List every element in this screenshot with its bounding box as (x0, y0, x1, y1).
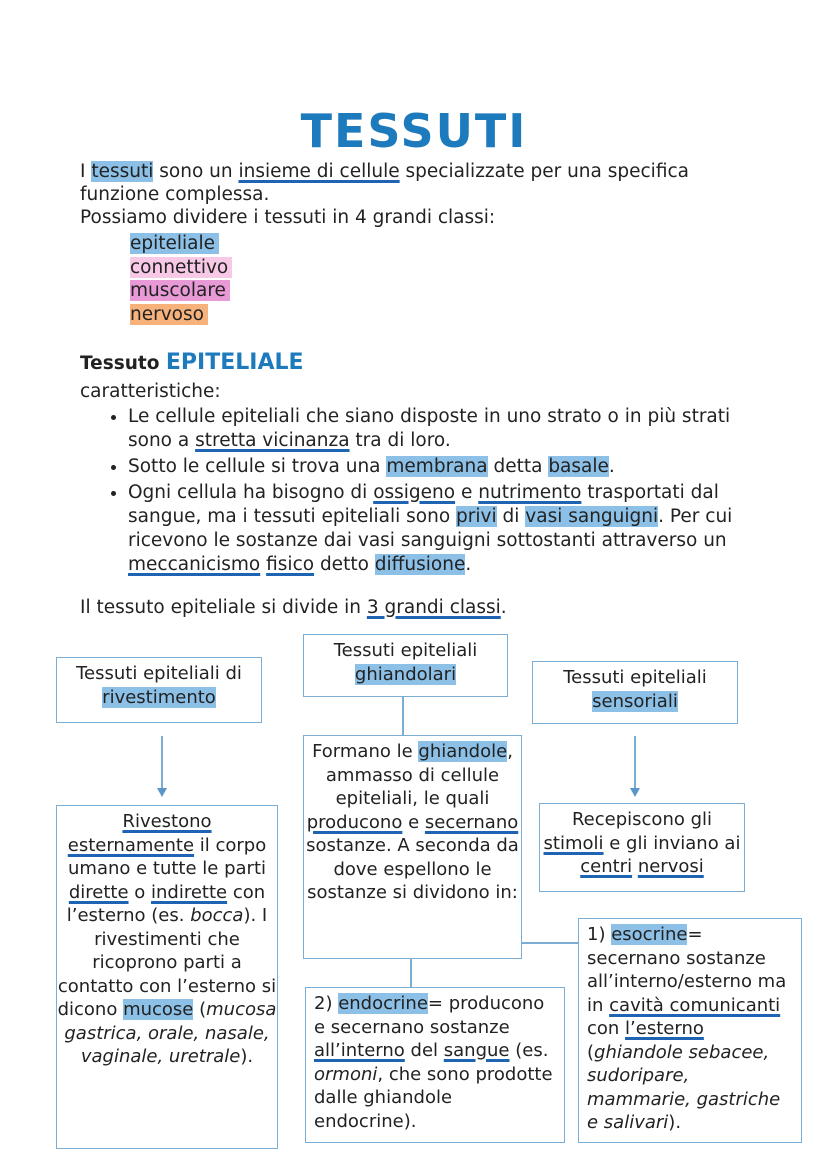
list-item (128, 481, 768, 577)
text: . (465, 554, 472, 575)
divide-line (80, 597, 507, 618)
text: ( (587, 1041, 595, 1063)
class-epiteliale: epiteliale (130, 233, 219, 254)
text: o (128, 881, 151, 903)
text: . Per cui ricevono le sostanze dai vasi sanguigni sottostanti attraverso un (128, 506, 733, 551)
underline: centri (580, 856, 633, 877)
characteristics-list (100, 405, 768, 579)
highlight: membrana (386, 456, 488, 477)
underline: secernano (424, 811, 519, 833)
box-endocrine (305, 987, 565, 1143)
underline: esternamente (67, 834, 195, 856)
underline-insieme: insieme di cellule (238, 161, 400, 182)
highlight: privi (456, 506, 497, 527)
box-rivestimento-title (56, 657, 262, 723)
class-connettivo: connettivo (130, 257, 232, 278)
box-esocrine (578, 918, 802, 1143)
intro-paragraph (80, 160, 760, 229)
arrow-down-icon (630, 788, 640, 797)
text: Tessuti epiteliali (563, 667, 707, 688)
underline: Rivestono (122, 811, 212, 832)
underline: producono (306, 811, 403, 833)
text: detto (314, 554, 375, 575)
text: Le cellule epiteliali che siano disposte in uno strato o in più strati sono a (128, 406, 731, 451)
highlight: basale (548, 456, 609, 477)
text: ). (240, 1046, 254, 1067)
underline: stretta vicinanza (195, 430, 350, 451)
box-sensoriali-title (532, 661, 738, 724)
intro-text: specializzate per una specifica funzione complessa. (80, 161, 689, 205)
text: . (500, 597, 507, 618)
text: tra di loro. (349, 430, 451, 451)
connector-line (410, 959, 412, 987)
text: sostanze. A seconda da dove espellono le sostanze si dividono in: (306, 835, 519, 903)
text: Sotto le cellule si trova una (128, 456, 387, 477)
intro-text: sono un (153, 161, 239, 182)
text: con (587, 1018, 626, 1039)
text: il corpo umano e tutte le parti (68, 834, 267, 879)
highlight: sensoriali (592, 690, 678, 712)
text: Formano le (312, 741, 419, 762)
underline: stimoli (543, 832, 604, 854)
section-heading (80, 350, 304, 375)
text: del (404, 1040, 444, 1061)
connector-line (634, 736, 636, 789)
underline: sangue (443, 1040, 510, 1061)
text: 1) (587, 924, 612, 945)
connector-line (402, 697, 404, 735)
underline: all’interno (314, 1040, 405, 1061)
intro-text: I (80, 161, 92, 182)
text: e gli inviano ai (603, 832, 741, 854)
italic-text: mucosa gastrica, orale, nasale, vaginale, uretrale (64, 999, 277, 1067)
underline: cavità comunicanti (609, 994, 781, 1016)
underline: fisico (266, 554, 315, 575)
underline: l’esterno (625, 1018, 704, 1039)
tissue-classes-list (130, 232, 232, 326)
text: Recepiscono gli (571, 809, 713, 830)
underline: 3 grandi classi (366, 597, 501, 618)
text: trasportati dal sangue, ma i tessuti epiteliali sono (128, 482, 719, 527)
text: , ammasso di cellule epiteliali, le quali (325, 741, 513, 809)
italic-text: ormoni (314, 1063, 378, 1085)
highlight: rivestimento (102, 686, 216, 708)
text: (es. (509, 1040, 549, 1061)
box-ghiandolari-title (303, 634, 508, 697)
underline: nutrimento (478, 482, 582, 503)
list-item (128, 405, 768, 453)
list-item (128, 455, 768, 479)
page-title: TESSUTI (300, 104, 528, 158)
text: Tessuti epiteliali di (76, 663, 242, 684)
connector-line (521, 942, 579, 944)
text: ( (193, 999, 207, 1020)
heading-small: Tessuto (80, 353, 166, 374)
italic-text: ghiandole sebacee, sudoripare, mammarie, gastriche e salivari (587, 1041, 781, 1133)
text: = producono e secernano sostanze (314, 993, 545, 1038)
underline: nervosi (637, 856, 704, 877)
text: con l’esterno (es. (66, 881, 266, 926)
text: e (455, 482, 479, 503)
box-ghiandolari-body (303, 735, 522, 959)
highlight: ghiandole (418, 741, 508, 762)
text: ). (668, 1112, 682, 1133)
highlight: esocrine (611, 924, 688, 945)
text: . (608, 456, 615, 477)
box-rivestimento-body (56, 805, 278, 1149)
arrow-down-icon (157, 788, 167, 797)
class-nervoso: nervoso (130, 304, 208, 325)
highlight-tessuti: tessuti (91, 161, 154, 182)
text: , che sono prodotte dalle ghiandole endocrine). (314, 1063, 553, 1132)
underline: ossigeno (373, 482, 456, 503)
text: e (402, 811, 425, 833)
text: 2) (314, 993, 339, 1014)
italic-text: bocca (190, 905, 244, 926)
intro-classes-line: Possiamo dividere i tessuti in 4 grandi classi: (80, 207, 496, 228)
underline: meccanicismo (128, 554, 261, 575)
class-muscolare: muscolare (130, 280, 230, 301)
highlight: vasi sanguigni (525, 506, 659, 527)
text: Tessuti epiteliali (333, 640, 478, 661)
highlight: diffusione (374, 554, 466, 575)
text: Il tessuto epiteliale si divide in (80, 597, 367, 618)
connector-line (161, 736, 163, 789)
text: di (496, 506, 526, 527)
underline: indirette (151, 881, 228, 903)
text: detta (487, 456, 549, 477)
highlight: endocrine (338, 993, 428, 1014)
highlight: mucose (123, 999, 194, 1020)
text: = secernano sostanze all’interno/esterno ma in (587, 924, 787, 1016)
caratteristiche-label: caratteristiche: (80, 381, 221, 402)
box-sensoriali-body (539, 803, 745, 892)
highlight: ghiandolari (354, 663, 457, 685)
text: ). I rivestimenti che ricoprono parti a contatto con l’esterno si dicono (57, 905, 277, 1020)
text: Ogni cellula ha bisogno di (128, 482, 374, 503)
heading-big: EPITELIALE (165, 350, 304, 375)
underline: dirette (68, 881, 129, 903)
